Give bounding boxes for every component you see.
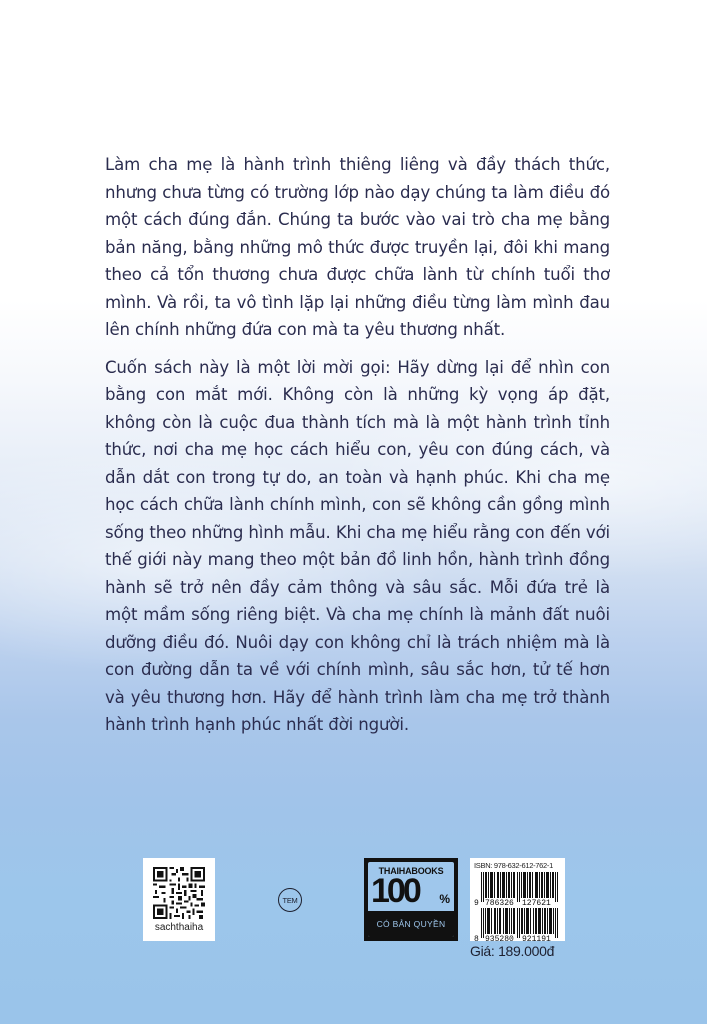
- stamp-label: TEM: [282, 895, 298, 905]
- isbn-label: ISBN: 978-632-612-762-1: [474, 861, 553, 870]
- blurb-paragraph-1: Làm cha mẹ là hành trình thiêng liêng và đầy thách thức, nhưng chưa từng có trường lớp nào dạy chúng ta làm điều đó một cách đúng đắn. Chúng ta bước vào vai trò cha mẹ bằng bản năng, bằng những mô thức được truyền lại, đôi khi mang theo cả tổn thương chưa được chữa lành từ chính tuổi thơ mình. Và rồi, ta vô tình lặp lại những điều từng làm mình đau lên chính những đứa con mà ta yêu thương nhất.: [105, 155, 610, 339]
- price-label: Giá: 189.000đ: [470, 943, 555, 959]
- copyright-percent-sign: %: [439, 892, 450, 906]
- svg-text:127621: 127621: [522, 899, 551, 906]
- publisher-brand: THAIHABOOKS: [378, 866, 444, 876]
- svg-text:921191: 921191: [522, 935, 551, 942]
- isbn-barcode-icon: [474, 872, 561, 906]
- ean-barcode-icon: [474, 908, 561, 942]
- svg-text:8: 8: [474, 935, 479, 942]
- svg-text:9: 9: [474, 899, 479, 906]
- copyright-badge-frame: [367, 861, 455, 938]
- qr-code-panel[interactable]: [143, 858, 215, 941]
- svg-text:786326: 786326: [485, 899, 514, 906]
- blurb-text: [105, 151, 610, 749]
- barcode-panel: [470, 858, 565, 941]
- copyright-percent-number: 100: [371, 872, 419, 910]
- blurb-paragraph-2: Cuốn sách này là một lời mời gọi: Hãy dừng lại để nhìn con bằng con mắt mới. Không còn là những kỳ vọng áp đặt, không còn là cuộc đua thành tích mà là một hành trình tỉnh thức, nơi cha mẹ học cách hiểu con, yêu con đúng cách, và dẫn dắt con trong tự do, an toàn và hạnh phúc. Khi cha mẹ học cách chữa lành chính mình, con sẽ không cần gồng mình sống theo những hình mẫu. Khi cha mẹ hiểu rằng con đến với thế giới này mang theo một bản đồ linh hồn, hành trình đồng hành sẽ trở nên đầy cảm thông và sâu sắc. Mỗi đứa trẻ là một mầm sống riêng biệt. Và cha mẹ chính là mảnh đất nuôi dưỡng điều đó. Nuôi dạy con không chỉ là trách nhiệm mà là con đường dẫn ta về với chính mình, sâu sắc hơn, tử tế hơn và yêu thương hơn. Hãy để hành trình làm cha mẹ trở thành hành trình hạnh phúc nhất đời người.: [105, 357, 610, 734]
- qr-code-label: sachthaiha: [154, 922, 204, 933]
- copyright-caption: CÓ BẢN QUYỀN: [368, 911, 454, 937]
- qr-code-icon: [153, 867, 205, 919]
- svg-text:935280: 935280: [485, 935, 514, 942]
- stamp-icon: [278, 888, 302, 912]
- copyright-badge: [364, 858, 458, 941]
